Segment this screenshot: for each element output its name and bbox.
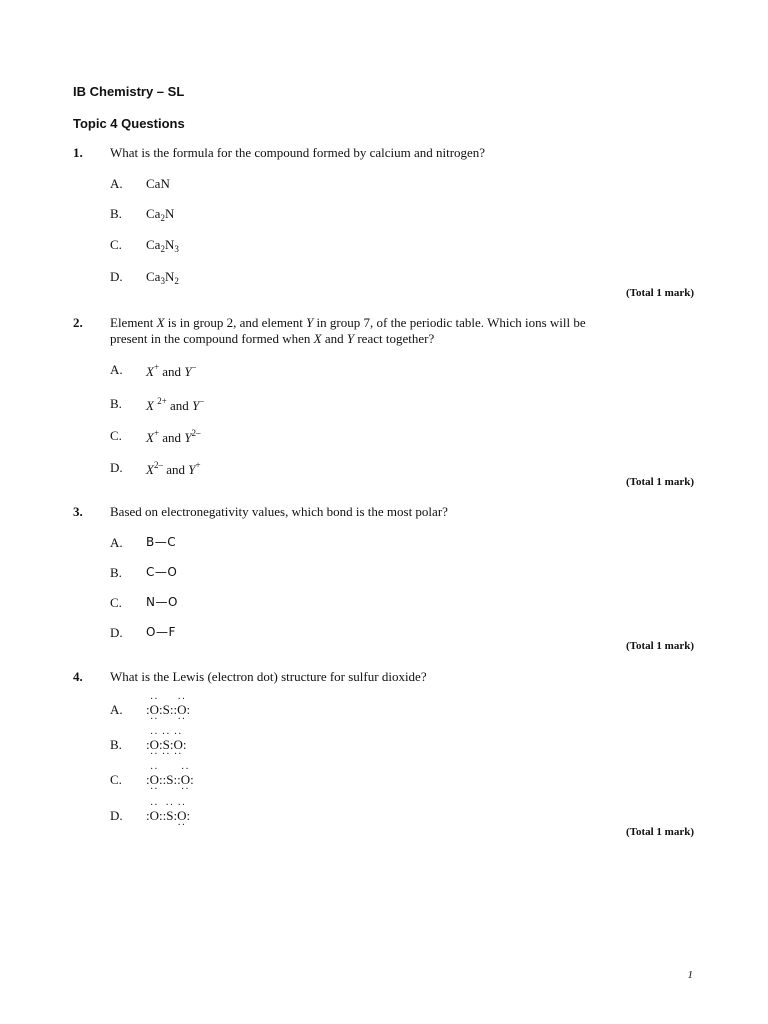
option-letter: A. <box>110 176 123 191</box>
option-letter: B. <box>110 396 122 411</box>
option-letter: A. <box>110 362 123 377</box>
option-b-lewis-structure: :·· O ··:·· S ··:·· O ··: <box>146 737 187 753</box>
option-c: $Ca_2N_3$ <box>146 237 179 254</box>
option-c-lewis-structure: :·· O ··::S::·· O ··: <box>146 772 194 788</box>
question-text: What is the formula for the compound formed by calcium and nitrogen? <box>110 145 486 160</box>
option-c: N—O <box>146 595 178 609</box>
option-a: X+ and Y– <box>146 362 197 379</box>
question-text-line-2: present in the compound formed when X and Y react together? <box>110 331 435 346</box>
option-b: X $^{2+}$ and Y– <box>146 396 204 413</box>
total-mark: (Total 1 mark) <box>625 826 694 838</box>
option-b: C—O <box>146 565 178 579</box>
option-c: X+ and $Y^{2-}$ <box>146 428 201 445</box>
question-number: 2. <box>73 315 83 330</box>
question-text: What is the Lewis (electron dot) structure for sulfur dioxide? <box>110 669 427 684</box>
page-number: 1 <box>687 969 693 981</box>
option-letter: D. <box>110 460 123 475</box>
question-number: 1. <box>73 145 83 160</box>
option-d: $X^{2-}$ and Y+ <box>146 460 201 477</box>
question-text-line-1: Element X is in group 2, and element Y in group 7, of the periodic table. Which ions will be <box>110 315 586 330</box>
course-title: IB Chemistry – SL <box>73 84 185 99</box>
option-letter: C. <box>110 595 122 610</box>
option-letter: D. <box>110 269 123 284</box>
option-letter: C. <box>110 428 122 443</box>
option-letter: D. <box>110 808 123 823</box>
option-letter: C. <box>110 772 122 787</box>
option-letter: A. <box>110 702 123 717</box>
total-mark: (Total 1 mark) <box>625 640 694 652</box>
option-d: O—F <box>146 625 176 639</box>
total-mark: (Total 1 mark) <box>625 476 694 488</box>
option-letter: B. <box>110 206 122 221</box>
option-letter: A. <box>110 535 123 550</box>
topic-title: Topic 4 Questions <box>73 116 185 131</box>
option-a: CaN <box>146 176 170 191</box>
question-number: 4. <box>73 669 83 684</box>
option-letter: B. <box>110 565 122 580</box>
option-letter: C. <box>110 237 122 252</box>
option-letter: D. <box>110 625 123 640</box>
option-letter: B. <box>110 737 122 752</box>
total-mark: (Total 1 mark) <box>625 287 694 299</box>
question-number: 3. <box>73 504 83 519</box>
option-a-lewis-structure: :·· O ··:S::·· O ··: <box>146 702 190 718</box>
option-a: B—C <box>146 535 177 549</box>
question-text: Based on electronegativity values, which bond is the most polar? <box>110 504 448 519</box>
option-d-lewis-structure: :·· O::·· S:·· O ··: <box>146 808 190 824</box>
option-b: $Ca_2N$ <box>146 206 175 223</box>
option-d: $Ca_3N_2$ <box>146 269 179 286</box>
